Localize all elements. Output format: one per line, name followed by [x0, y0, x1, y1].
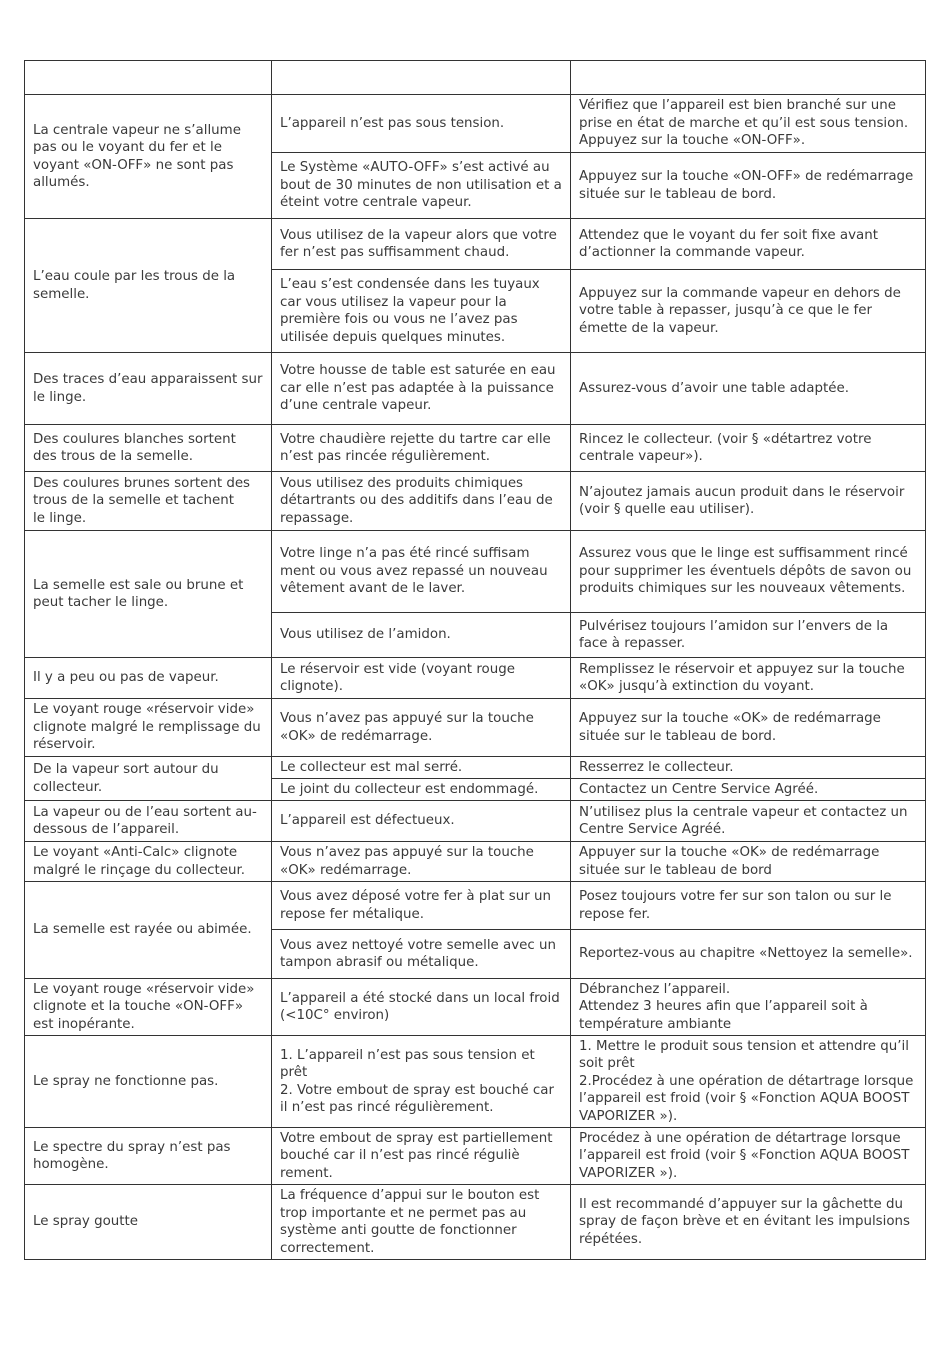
header-problem — [25, 61, 272, 95]
problem-cell: La centrale vapeur ne s’allume pas ou le voyant du fer et le voyant «ON-OFF» ne sont pas allumés. — [25, 95, 272, 219]
cause-cell: Votre embout de spray est partiellement bouché car il n’est pas rincé réguliè rement. — [272, 1128, 571, 1185]
table-row — [25, 219, 926, 270]
remedy-cell: Contactez un Centre Service Agréé. — [571, 779, 926, 801]
table-row — [25, 472, 926, 531]
problem-cell: De la vapeur sort autour du collecteur. — [25, 757, 272, 801]
remedy-cell: Reportez-vous au chapitre «Nettoyez la semelle». — [571, 930, 926, 979]
table-row — [25, 658, 926, 699]
cause-cell: Vous avez nettoyé votre semelle avec un tampon abrasif ou métalique. — [272, 930, 571, 979]
cause-cell: Vous utilisez des produits chimiques détartrants ou des additifs dans l’eau de repassage. — [272, 472, 571, 531]
remedy-cell: Posez toujours votre fer sur son talon ou sur le repose fer. — [571, 882, 926, 930]
problem-cell: Il y a peu ou pas de vapeur. — [25, 658, 272, 699]
table-row — [25, 882, 926, 930]
cause-cell: Vous utilisez de l’amidon. — [272, 613, 571, 658]
problem-cell: La semelle est sale ou brune et peut tacher le linge. — [25, 531, 272, 658]
remedy-cell: Assurez vous que le linge est suffisamment rincé pour supprimer les éventuels dépôts de savon ou produits chimiques sur les nouveaux vêtements. — [571, 531, 926, 613]
header-remedy — [571, 61, 926, 95]
remedy-cell: Appuyer sur la touche «OK» de redémarrage située sur le tableau de bord — [571, 842, 926, 882]
remedy-cell: N’ajoutez jamais aucun produit dans le réservoir (voir § quelle eau utiliser). — [571, 472, 926, 531]
table-row — [25, 801, 926, 842]
table-row — [25, 842, 926, 882]
cause-cell: La fréquence d’appui sur le bouton est trop importante et ne permet pas au système anti goutte de fonctionner correctement. — [272, 1185, 571, 1260]
remedy-cell: Procédez à une opération de détartrage lorsque l’appareil est froid (voir § «Fonction AQUA BOOST VAPORIZER »). — [571, 1128, 926, 1185]
table-row — [25, 1185, 926, 1260]
table-row — [25, 757, 926, 779]
problem-cell: Des coulures blanches sortent des trous de la semelle. — [25, 425, 272, 472]
cause-cell: Vous avez déposé votre fer à plat sur un repose fer métalique. — [272, 882, 571, 930]
cause-cell: L’eau s’est condensée dans les tuyaux car vous utilisez la vapeur pour la première fois ou vous ne l’avez pas utilisée depuis quelques minutes. — [272, 270, 571, 353]
problem-cell: Le spray ne fonctionne pas. — [25, 1036, 272, 1128]
problem-cell: Le spray goutte — [25, 1185, 272, 1260]
problem-cell: Le voyant rouge «réservoir vide» clignote et la touche «ON-OFF» est inopérante. — [25, 979, 272, 1036]
table-row — [25, 95, 926, 153]
problem-cell: L’eau coule par les trous de la semelle. — [25, 219, 272, 353]
remedy-cell: Appuyez sur la commande vapeur en dehors de votre table à repasser, jusqu’à ce que le fer émette de la vapeur. — [571, 270, 926, 353]
table-row — [25, 699, 926, 757]
cause-cell: L’appareil n’est pas sous tension. — [272, 95, 571, 153]
remedy-cell: Rincez le collecteur. (voir § «détartrez votre centrale vapeur»). — [571, 425, 926, 472]
cause-cell: Le réservoir est vide (voyant rouge clignote). — [272, 658, 571, 699]
cause-cell: Votre linge n’a pas été rincé suffisam ment ou vous avez repassé un nouveau vêtement avant de le laver. — [272, 531, 571, 613]
problem-cell: Le voyant rouge «réservoir vide» clignote malgré le remplissage du réservoir. — [25, 699, 272, 757]
table-row — [25, 425, 926, 472]
remedy-cell: N’utilisez plus la centrale vapeur et contactez un Centre Service Agréé. — [571, 801, 926, 842]
remedy-cell: Remplissez le réservoir et appuyez sur la touche «OK» jusqu’à extinction du voyant. — [571, 658, 926, 699]
table-row — [25, 1128, 926, 1185]
remedy-cell: Attendez que le voyant du fer soit fixe avant d’actionner la commande vapeur. — [571, 219, 926, 270]
remedy-cell: Il est recommandé d’appuyer sur la gâchette du spray de façon brève et en évitant les impulsions répétées. — [571, 1185, 926, 1260]
problem-cell: La semelle est rayée ou abimée. — [25, 882, 272, 979]
remedy-cell: Vérifiez que l’appareil est bien branché sur une prise en état de marche et qu’il est sous tension. Appuyez sur la touche «ON-OFF». — [571, 95, 926, 153]
cause-cell: Vous utilisez de la vapeur alors que votre fer n’est pas suffisamment chaud. — [272, 219, 571, 270]
cause-cell: Le joint du collecteur est endommagé. — [272, 779, 571, 801]
table-header-row — [25, 61, 926, 95]
table-row — [25, 1036, 926, 1128]
problem-cell: La vapeur ou de l’eau sortent au-dessous de l’appareil. — [25, 801, 272, 842]
cause-cell: Vous n’avez pas appuyé sur la touche «OK» redémarrage. — [272, 842, 571, 882]
remedy-cell: 1. Mettre le produit sous tension et attendre qu’il soit prêt 2.Procédez à une opération de détartrage lorsque l’appareil est froid (voir § «Fonction AQUA BOOST VAPORIZER »). — [571, 1036, 926, 1128]
problem-cell: Le voyant «Anti-Calc» clignote malgré le rinçage du collecteur. — [25, 842, 272, 882]
problem-cell: Des traces d’eau apparaissent sur le linge. — [25, 353, 272, 425]
remedy-cell: Resserrez le collecteur. — [571, 757, 926, 779]
table-row — [25, 353, 926, 425]
problem-cell: Le spectre du spray n’est pas homogène. — [25, 1128, 272, 1185]
table-row — [25, 979, 926, 1036]
table-row — [25, 531, 926, 613]
remedy-cell: Assurez-vous d’avoir une table adaptée. — [571, 353, 926, 425]
cause-cell: 1. L’appareil n’est pas sous tension et prêt 2. Votre embout de spray est bouché car il n’est pas rincé régulièrement. — [272, 1036, 571, 1128]
problem-cell: Des coulures brunes sortent des trous de la semelle et tachent le linge. — [25, 472, 272, 531]
remedy-cell: Débranchez l’appareil. Attendez 3 heures afin que l’appareil soit à température ambiante — [571, 979, 926, 1036]
cause-cell: Votre housse de table est saturée en eau car elle n’est pas adaptée à la puissance d’une centrale vapeur. — [272, 353, 571, 425]
remedy-cell: Appuyez sur la touche «OK» de redémarrage située sur le tableau de bord. — [571, 699, 926, 757]
header-cause — [272, 61, 571, 95]
cause-cell: Le collecteur est mal serré. — [272, 757, 571, 779]
cause-cell: L’appareil a été stocké dans un local froid (<10C° environ) — [272, 979, 571, 1036]
cause-cell: L’appareil est défectueux. — [272, 801, 571, 842]
cause-cell: Votre chaudière rejette du tartre car elle n’est pas rincée régulièrement. — [272, 425, 571, 472]
cause-cell: Le Système «AUTO-OFF» s’est activé au bout de 30 minutes de non utilisation et a éteint votre centrale vapeur. — [272, 153, 571, 219]
remedy-cell: Appuyez sur la touche «ON-OFF» de redémarrage située sur le tableau de bord. — [571, 153, 926, 219]
troubleshooting-table — [24, 60, 926, 1260]
cause-cell: Vous n’avez pas appuyé sur la touche «OK» de redémarrage. — [272, 699, 571, 757]
remedy-cell: Pulvérisez toujours l’amidon sur l’envers de la face à repasser. — [571, 613, 926, 658]
